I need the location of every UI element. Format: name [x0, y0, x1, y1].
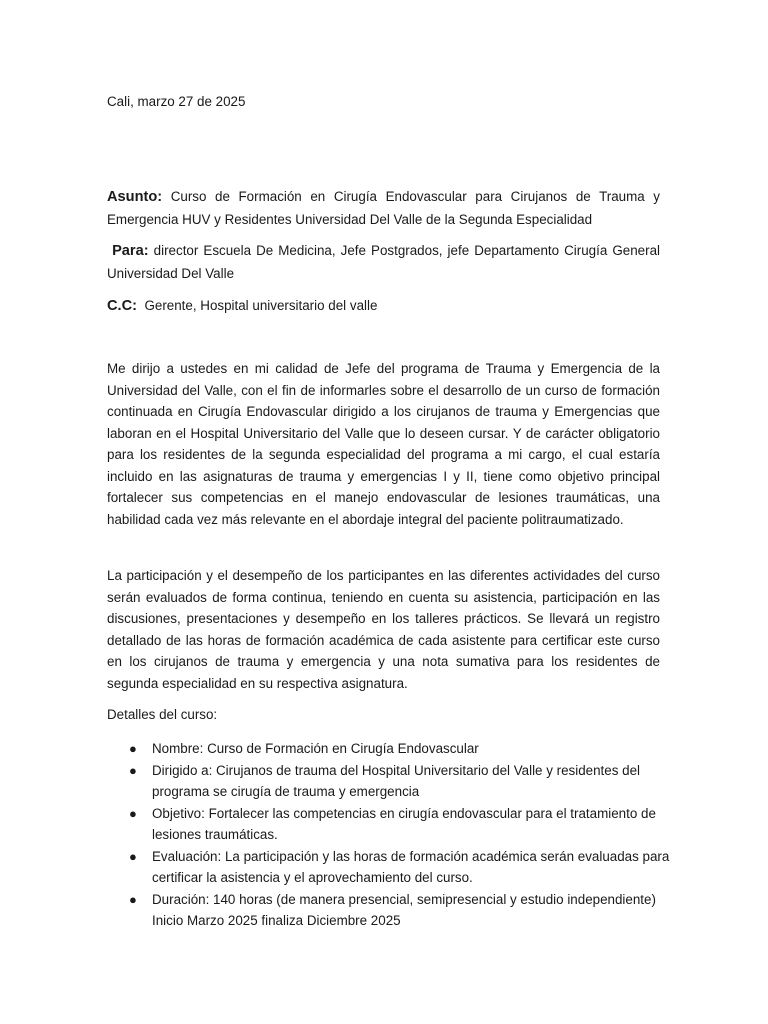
list-item-text: Dirigido a: Cirujanos de trauma del Hospital Universitario del Valle y residentes del programa se cirugía de trauma y emergencia [152, 762, 640, 799]
list-item [129, 738, 672, 760]
bullet-icon: ● [129, 891, 137, 907]
list-item-text: Duración: 140 horas (de manera presencial, semipresencial y estudio independiente) Inicio Marzo 2025 finaliza Diciembre 2025 [152, 891, 656, 928]
list-item-text: Evaluación: La participación y las horas de formación académica serán evaluadas para certificar la asistencia y el aprovechamiento del curso. [152, 848, 670, 885]
list-item-text: Objetivo: Fortalecer las competencias en cirugía endovascular para el tratamiento de lesiones traumáticas. [152, 805, 656, 842]
details-list [129, 738, 672, 932]
bullet-icon: ● [129, 762, 137, 778]
recipient-label: Para: [112, 243, 149, 259]
recipient-line [107, 240, 660, 284]
bullet-icon: ● [129, 848, 137, 864]
subject-line [107, 186, 660, 230]
cc-line [107, 295, 660, 318]
recipient-text: director Escuela De Medicina, Jefe Postgrados, jefe Departamento Cirugía General Universidad Del Valle [107, 243, 660, 281]
cc-text: Gerente, Hospital universitario del valle [144, 298, 378, 313]
bullet-icon: ● [129, 805, 137, 821]
body-paragraph-2: La participación y el desempeño de los participantes en las diferentes actividades del curso serán evaluados de forma continua, teniendo en cuenta su asistencia, participación en las discusiones, presentaciones y desempeño en los talleres prácticos. Se llevará un registro detallado de las horas de formación académica de cada asistente para certificar este curso en los cirujanos de trauma y emergencia y una nota sumativa para los residentes de segunda especialidad en su respectiva asignatura. [107, 568, 660, 691]
list-item [129, 803, 672, 846]
body-paragraph-1: Me dirijo a ustedes en mi calidad de Jefe del programa de Trauma y Emergencia de la Universidad del Valle, con el fin de informarles sobre el desarrollo de un curso de formación continuada en Cirugía Endovascular dirigido a los cirujanos de trauma y Emergencias que laboran en el Hospital Universitario del Valle que lo deseen cursar. Y de carácter obligatorio para los residentes de la segunda especialidad del programa a mi cargo, el cual estaría incluido en las asignaturas de trauma y emergencias I y II, tiene como objetivo principal fortalecer sus competencias en el manejo endovascular de lesiones traumáticas, una habilidad cada vez más relevante en el abordaje integral del paciente politraumatizado. [107, 361, 660, 527]
list-item-text: Nombre: Curso de Formación en Cirugía Endovascular [152, 741, 479, 756]
date-line: Cali, marzo 27 de 2025 [107, 94, 246, 109]
subject-label: Asunto: [107, 189, 163, 205]
bullet-icon: ● [129, 741, 137, 756]
subject-text: Curso de Formación en Cirugía Endovascular para Cirujanos de Trauma y Emergencia HUV y Residentes Universidad Del Valle de la Segunda Especialidad [107, 189, 660, 227]
list-item [129, 889, 672, 932]
cc-label: C.C: [107, 298, 137, 314]
list-item [129, 760, 672, 803]
list-item [129, 846, 672, 889]
details-heading: Detalles del curso: [107, 707, 218, 722]
